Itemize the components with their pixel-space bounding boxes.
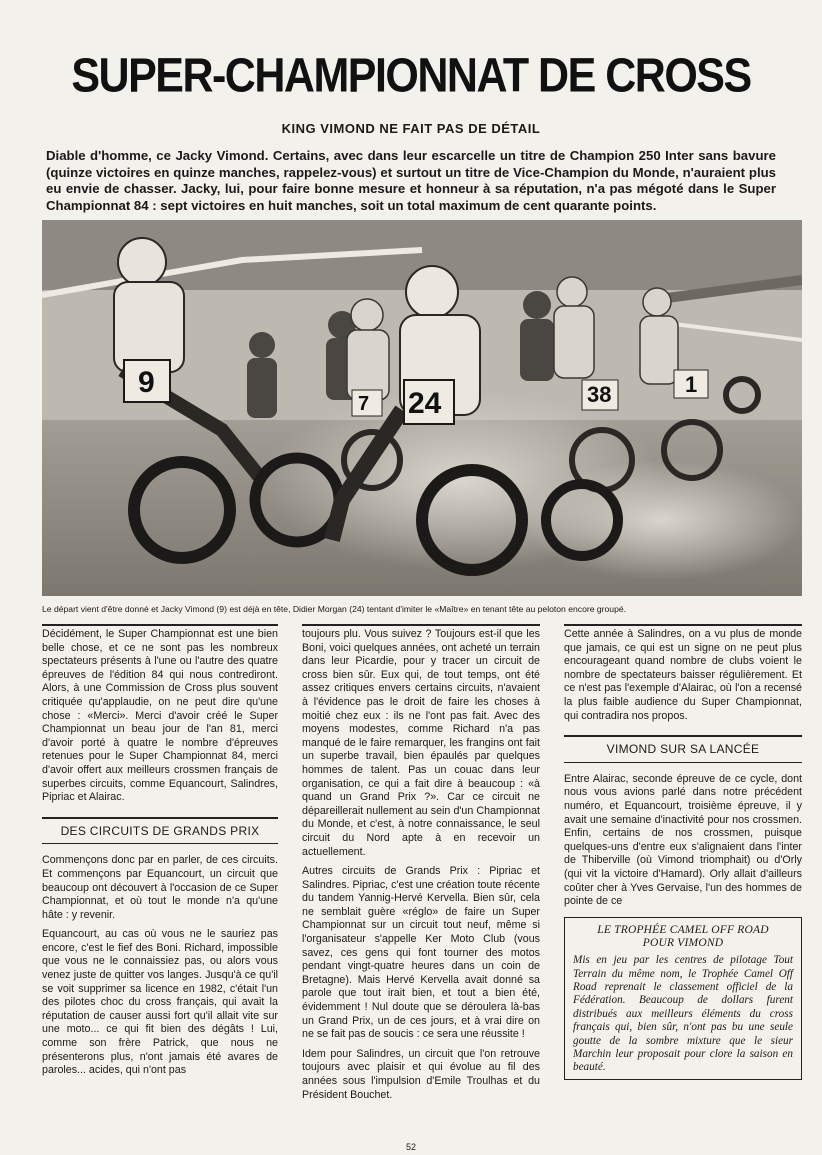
paragraph: Equancourt, au cas où vous ne le sauriez pas encore, c'est le fief des Boni. Richard, impossible que vous ne le connaissiez pas, ou alors vous venez juste de quitter vos langes. Jusqu'à ce qu'il se voit supprimer sa licence en 1982, c'était l'un des pilotes choc du cross français, qui avait la réputation de causer aussi fort qu'il allait vite sur une moto... ce qui fit bien des dégâts ! Lui, comme son frère Patrick, que nous ne présenterons plus, n'ont jamais été avares de paroles... acides, qui n'ont pas <box>42 928 278 1077</box>
article-column-2 <box>302 624 540 1108</box>
paragraph: Entre Alairac, seconde épreuve de ce cycle, dont nous vous avions parlé dans notre précédent numéro, et Equancourt, troisième épreuve, il y avait une semaine d'inactivité pour nos crossmen. Enfin, certains de nos crossmen, puisque quelques-uns d'entre eux s'alignaient dans l'inter de Thiberville (où Vimond triomphait) ou d'Orly (qui vit la victoire d'Hamard). Orly allait d'ailleurs coûter cher à Yves Gervaise, l'un des hommes de pointe de ce <box>564 772 802 908</box>
paragraph: Cette année à Salindres, on a vu plus de monde que jamais, ce qui est un signe on ne peut plus encourageant quand nombre de clubs voient le nombre de spectateurs baisser régulièrement. Et ce n'est pas l'exemple d'Alairac, où l'on a recensé la plus faible audience du Super Championnat, qui contradira nos propos. <box>564 628 802 722</box>
box-title <box>573 924 793 950</box>
article-column-3 <box>564 624 802 1080</box>
sidebar-box-trophee-camel <box>564 917 802 1080</box>
column-rule <box>42 624 278 626</box>
box-title-line-2: POUR VIMOND <box>642 936 724 949</box>
box-title-line-1: LE TROPHÉE CAMEL OFF ROAD <box>597 923 769 936</box>
column-rule <box>564 624 802 626</box>
box-text: Mis en jeu par les centres de pilotage Tout Terrain du même nom, le Trophée Camel Off Road reprenait le classement officiel de la Fédération. Beaucoup de dollars furent distribués aux meilleurs éléments du cross français qui, bien sûr, n'ont pas bu une seule goutte de la sombre mixture que le sieur Marchin leur proposait pour clore la saison en beauté. <box>573 954 793 1074</box>
article-column-1 <box>42 624 278 1084</box>
photo-caption: Le départ vient d'être donné et Jacky Vimond (9) est déjà en tête, Didier Morgan (24) tentant d'imiter le «Maître» en tenant tête au peloton encore groupé. <box>42 604 627 614</box>
bike-number-9: 9 <box>138 366 155 399</box>
bike-number-1: 1 <box>685 372 698 397</box>
paragraph: Autres circuits de Grands Prix : Pipriac et Salindres. Pipriac, c'est une création toute récente du tandem Yannig-Hervé Kervella. Bien sûr, cela ne semblait guère «réglo» de faire un Super Championnat sur un circuit tout neuf, même si l'organisateur s'appelle Ker Moto Club (vous savez, ces gens qui font tourner des motos pendant vingt-quatre heures dans un coin de Bretagne). Mais Hervé Kervella avait donné sa parole que tout irait bien, et tout a bien été, évidemment ! Nul doute que se déroulera là-bas un Grand Prix, un de ces jours, et à vrai dire on ne se fait pas de soucis : ce sera une réussite ! <box>302 865 540 1041</box>
page-title: SUPER-CHAMPIONNAT DE CROSS <box>71 49 751 103</box>
article-subtitle: KING VIMOND NE FAIT PAS DE DÉTAIL <box>281 121 541 136</box>
section-heading-circuits: DES CIRCUITS DE GRANDS PRIX <box>42 817 278 845</box>
section-heading-vimond: VIMOND SUR SA LANCÉE <box>564 735 802 763</box>
paragraph: Idem pour Salindres, un circuit que l'on retrouve toujours avec plaisir et qui évolue au fil des années sous l'impulsion d'Emile Troulhas et du Président Bouchet. <box>302 1047 540 1101</box>
bike-number-38: 38 <box>587 382 612 407</box>
paragraph: Commençons donc par en parler, de ces circuits. Et commençons par Equancourt, un circuit que beaucoup ont découvert à l'occasion de ce Super Championnat, et où tout le monde n'a qu'une hâte : y revenir. <box>42 854 278 921</box>
motocross-start-image <box>42 220 802 596</box>
bike-number-7: 7 <box>358 393 370 415</box>
page-number: 52 <box>405 1142 416 1152</box>
bike-number-24: 24 <box>408 387 442 420</box>
lede-paragraph: Diable d'homme, ce Jacky Vimond. Certains, avec dans leur escarcelle un titre de Champion 250 Inter sans bavure (quinze victoires en quinze manches, rappelez-vous) et surtout un titre de Vice-Champion du Monde, n'auraient plus eu envie de chasser. Jacky, lui, pour faire bonne mesure et honneur à sa réputation, n'a pas mégoté dans le Super Championnat 84 : sept victoires en huit manches, soit un total maximum de cent quarante points. <box>46 148 776 213</box>
race-photo <box>42 220 802 596</box>
paragraph: toujours plu. Vous suivez ? Toujours est-il que les Boni, voici quelques années, ont acheté un terrain dans leur Picardie, pour y tracer un circuit de cross bien sûr. Eux qui, de tout temps, ont été assez critiques envers certains circuits, n'avaient à l'évidence pas le droit de faire les choses à moitié chez eux : ils ne l'ont pas fait. Avec des moyens modestes, comme Richard n'a pas manqué de le faire remarquer, les frangins ont fait un superbe travail, bien épaulés par quelques hommes de talent. Pas un couac dans leur organisation, ce qui a fait dire à beaucoup : «à quand un Grand Prix ?». Car ce circuit ne dépareillerait nullement au sein d'un Championnat du Monde, et c'est, à notre connaissance, le seul circuit du Nord apte à en recevoir un actuellement. <box>302 628 540 858</box>
paragraph: Décidément, le Super Championnat est une bien belle chose, et ce ne sont pas les nombreux spectateurs présents à l'une ou l'autre des quatre épreuves de l'édition 84 qui nous contrediront. Alors, à une Commission de Cross plus souvent critiquée qu'applaudie, on ne peut dire qu'une chose : «Merci». Merci d'avoir créé le Super Championnat un beau jour de l'an 81, merci d'avoir porté à quatre le nombre d'épreuves retenues pour le Super Championnat 84, merci d'avoir offert aux meilleurs crossmen français de superbes circuits, comme Equancourt, Salindres, Pipriac et Alairac. <box>42 628 278 804</box>
column-rule <box>302 624 540 626</box>
